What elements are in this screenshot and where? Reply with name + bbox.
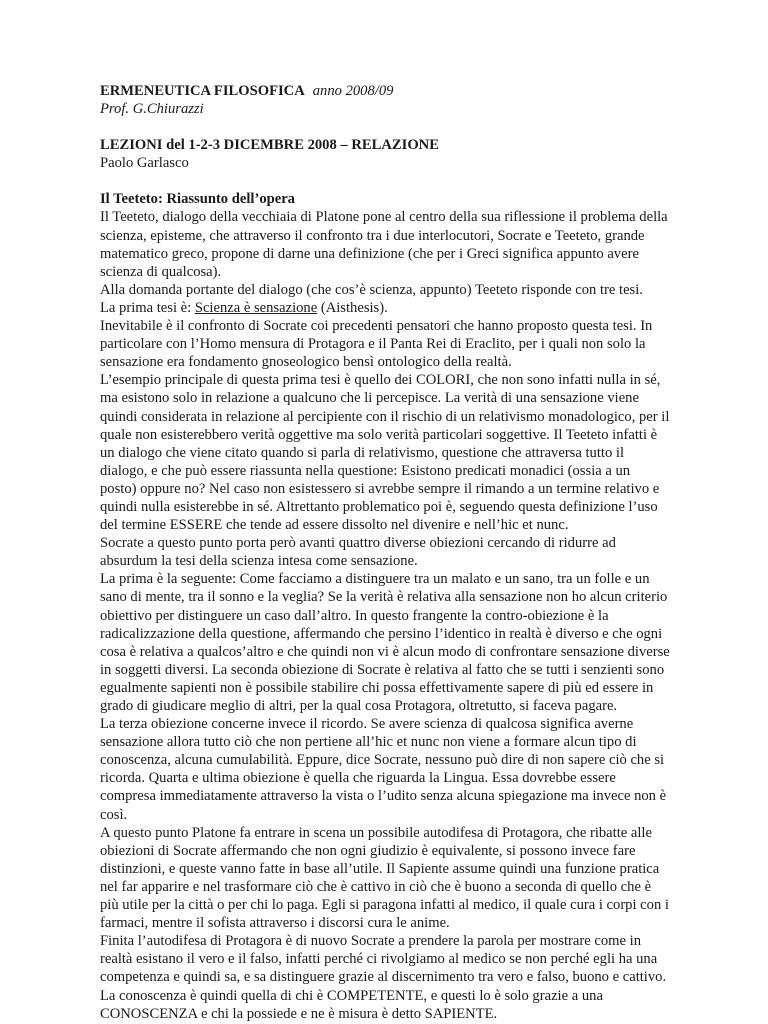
paragraph: Inevitabile è il confronto di Socrate coi precedenti pensatori che hanno proposto questa tesi. In particolare con l’Homo mensura di Protagora e il Panta Rei di Eraclito, per i quali non solo la sensazione era fondamento gnoseologico bensì ontologico della realtà.: [100, 318, 653, 371]
paragraph: La terza obiezione concerne invece il ricordo. Se avere scienza di qualcosa significa averne sensazione allora tutto ciò che non pertiene all’hic et nunc non viene a formare alcun tipo di conoscenza, alcuna cumulabilità. Eppure, dice Socrate, nessuno può dire di non sapere ciò che si ricorda. Quarta e ultima obiezione è quella che riguarda la Lingua. Essa dovrebbe essere compresa immediatamente attraverso la vista o l’udito senza alcuna spiegazione ma invece non è così.: [100, 716, 667, 823]
course-title: ERMENEUTICA FILOSOFICA: [100, 83, 305, 99]
paragraph: La conoscenza è quindi quella di chi è COMPETENTE, e questi lo è solo grazie a una CONOSCENZA e chi la possiede e ne è misura è detto SAPIENTE.: [100, 987, 603, 1022]
paragraph: Finita l’autodifesa di Protagora è di nuovo Socrate a prendere la parola per mostrare come in realtà esistano il vero e il falso, infatti perché ci rivolgiamo al medico se non perché egli ha una competenza e quindi sa, e sa distinguere grazie al discernimento tra vero e falso, buono e cattivo.: [100, 933, 667, 986]
spacer: [100, 172, 670, 190]
document-page: [100, 82, 670, 1023]
paragraph: Socrate a questo punto porta però avanti quattro diverse obiezioni cercando di ridurre ad absurdum la tesi della scienza intesa come sensazione.: [100, 535, 616, 570]
first-thesis-suffix: (Aisthesis).: [317, 299, 388, 316]
paragraph: [100, 299, 670, 317]
first-thesis-statement: Scienza è sensazione: [194, 299, 318, 316]
first-thesis-prefix: La prima tesi è:: [100, 299, 195, 316]
course-header: [100, 82, 670, 100]
paragraph: La prima è la seguente: Come facciamo a distinguere tra un malato e un sano, tra un folle e un sano di mente, tra il sonno e la veglia? Se la verità è relativa alla sensazione non ho alcun criterio obiettivo per distinguere un caso dall’altro. In questo frangente la contro-obiezione è la radicalizzazione della questione, affermando che persino l’identico in realtà è diverso e che ogni cosa è relativa a qualcos’altro e che quindi non vi è alcun modo di confrontare sensazione diverse in soggetti diversi. La seconda obiezione di Socrate è relativa al fatto che se tutti i senzienti sono egualmente sapienti non è possibile stabilire chi possa effettivamente sapere di più ed essere in grado di giudicare meglio di altri, per la qual cosa Protagora, oltretutto, si faceva pagare.: [100, 571, 670, 714]
spacer: [100, 118, 670, 136]
paragraph: Il Teeteto, dialogo della vecchiaia di Platone pone al centro della sua riflessione il problema della scienza, episteme, che attraverso il confronto tra i due interlocutori, Socrate e Teeteto, grande matematico greco, propone di darne una definizione (che per i Greci significa appunto avere scienza di qualcosa).: [100, 209, 668, 280]
academic-year: anno 2008/09: [312, 83, 394, 99]
paragraph: Alla domanda portante del dialogo (che cos’è scienza, appunto) Teeteto risponde con tre tesi.: [100, 281, 643, 298]
professor-name: Prof. G.Chiurazzi: [100, 101, 204, 118]
paragraph: A questo punto Platone fa entrare in scena un possibile autodifesa di Protagora, che ribatte alle obiezioni di Socrate affermando che non ogni giudizio è equivalente, si possono invece fare distinzioni, e queste vanno fatte in base all’utile. Il Sapiente assume quindi una funzione pratica nel far apparire e nel trasformare ciò che è cattivo in ciò che è buono a seconda di quello che è più utile per la città o per chi lo paga. Egli si paragona infatti al medico, il quale cura i corpi con i farmaci, mentre il sofista attraverso i discorsi cura le anime.: [100, 824, 669, 932]
lesson-title: LEZIONI del 1-2-3 DICEMBRE 2008 – RELAZIONE: [100, 137, 439, 154]
section-title: Il Teeteto: Riassunto dell’opera: [100, 191, 295, 208]
paragraph: L’esempio principale di questa prima tesi è quello dei COLORI, che non sono infatti nulla in sé, ma esistono solo in relazione a qualcuno che li percepisce. La verità di una sensazione viene quindi considerata in relazione al percipiente con il rischio di un relativismo monadologico, per il quale non esisterebbero verità oggettive ma solo verità particolari soggettive. Il Teeteto infatti è un dialogo che viene citato quando si parla di relativismo, questione che attraversa tutto il dialogo, e che può essere riassunta nella questione: Esistono predicati monadici (ossia a un posto) oppure no? Nel caso non esistessero si avrebbe sempre il rimando a un termine relativo e quindi nulla esisterebbe in sé. Altrettanto problematico poi è, seguendo questa definizione l’uso del termine ESSERE che tende ad essere dissolto nel divenire e nell’hic et nunc.: [100, 372, 670, 534]
author-name: Paolo Garlasco: [100, 155, 189, 172]
